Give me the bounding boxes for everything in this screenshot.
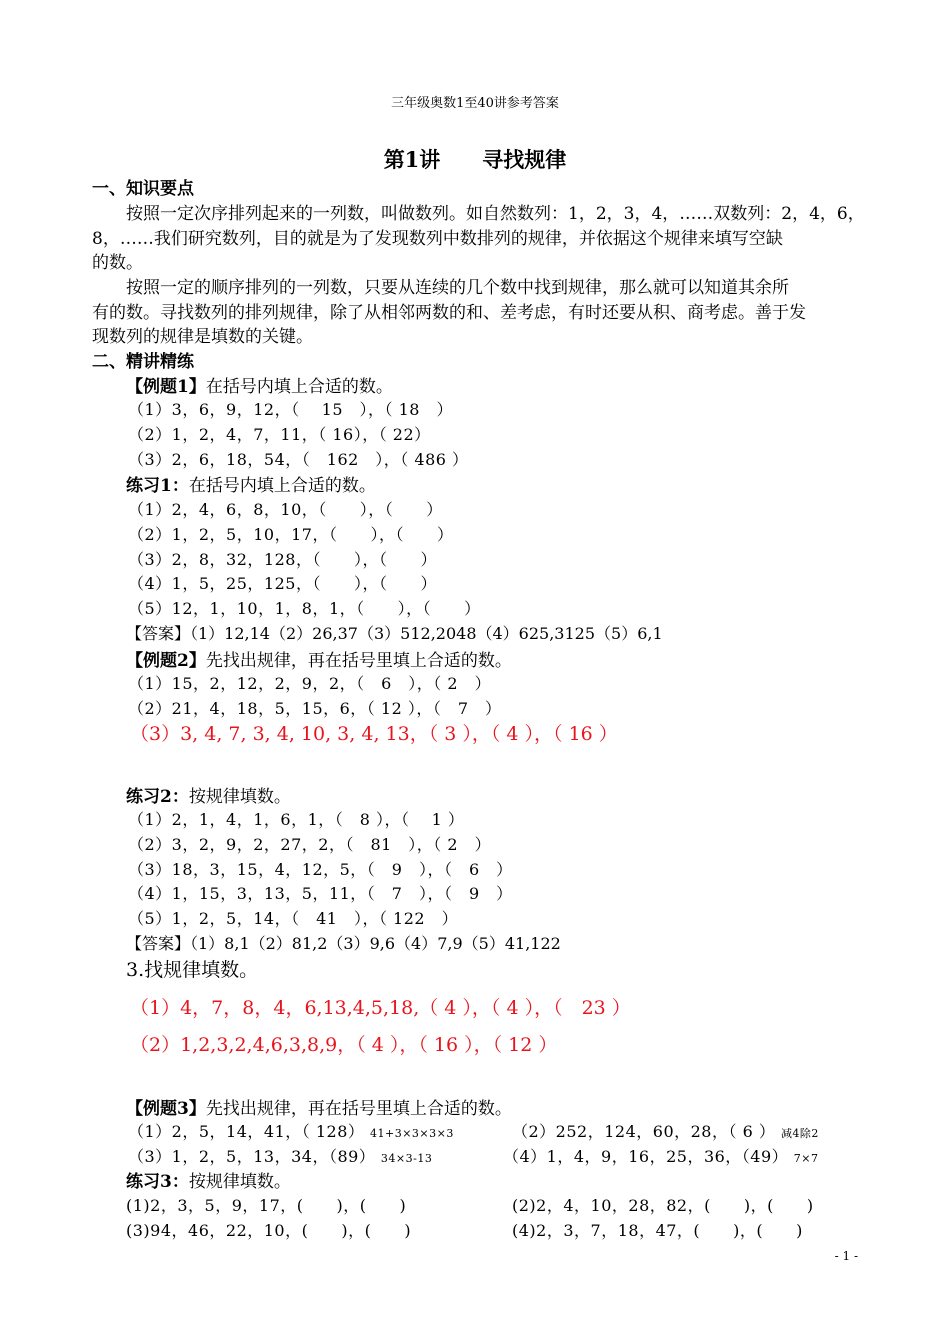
example-1-item-3: （3）2，6，18，54，（ 162 ），（ 486 ） [128, 450, 469, 469]
example-2-text: 先找出规律，再在括号里填上合适的数。 [205, 651, 512, 671]
practice-1-answer: 【答案】（1）12,14（2）26,37（3）512,2048（4）625,3125（5）6,1 [126, 624, 663, 643]
section-heading-practice: 二、精讲精练 [92, 352, 194, 372]
example-3-note-2: 减4除2 [780, 1127, 819, 1140]
example-3-item-1-text: （1）2，5，14，41，（ 128） [128, 1122, 365, 1141]
example-3-note-4: 7×7 [793, 1152, 819, 1165]
example-2-prompt [126, 646, 512, 671]
practice-1-item-4: （4）1，5，25，125，（ ），（ ） [128, 574, 437, 593]
example-3-item-1 [128, 1119, 454, 1142]
example-3-item-3 [128, 1144, 432, 1167]
example-2-label: 【例题2】 [126, 651, 206, 671]
paragraph-1-line-2: 8，……我们研究数列，目的就是为了发现数列中数排列的规律，并依据这个规律来填写空缺 [92, 229, 783, 249]
practice-2-item-3: （3）18，3，15，4，12，5，（ 9 ），（ 6 ） [128, 860, 513, 879]
practice-2-item-1: （1）2，1，4，1，6，1，（ 8 ），（ 1 ） [128, 810, 465, 829]
practice-1-item-1: （1）2，4，6，8，10，（ ），（ ） [128, 500, 443, 519]
practice-1-item-5: （5）12，1，10，1，8，1，（ ），（ ） [128, 599, 481, 618]
question-3-item-2: （2）1,2,3,2,4,6,3,8,9，（ 4 ），（ 16 ），（ 12 ） [130, 1034, 558, 1056]
practice-3-text: 按规律填数。 [188, 1172, 291, 1192]
practice-3-item-3: (3)94，46，22，10，( )，( ) [126, 1221, 412, 1240]
paragraph-2-line-1: 按照一定的顺序排列的一列数，只要从连续的几个数中找到规律，那么就可以知道其余所 [126, 278, 789, 298]
paragraph-1-line-1: 按照一定次序排列起来的一列数，叫做数列。如自然数列：1，2，3，4，……双数列：2，4，6， [126, 204, 865, 224]
example-3-item-4-text: （4）1，4，9，16，25，36，（49） [503, 1147, 789, 1166]
example-1-item-1: （1）3，6，9，12，（ 15 ），（ 18 ） [128, 400, 453, 419]
example-3-label: 【例题3】 [126, 1099, 206, 1119]
example-3-item-4 [503, 1144, 818, 1167]
practice-2-item-4: （4）1，15，3，13，5，11，（ 7 ），（ 9 ） [128, 884, 513, 903]
practice-2-item-5: （5）1，2，5，14，（ 41 ），（ 122 ） [128, 909, 459, 928]
paragraph-2-line-3: 现数列的规律是填数的关键。 [92, 327, 313, 347]
practice-3-prompt [126, 1167, 291, 1192]
example-3-item-3-text: （3）1，2，5，13，34，（89） [128, 1147, 376, 1166]
example-1-item-2: （2）1，2，4，7，11，（ 16），（ 22） [128, 425, 431, 444]
practice-1-prompt [126, 471, 376, 496]
example-2-item-1: （1）15，2，12，2，9，2，（ 6 ），（ 2 ） [128, 674, 492, 693]
paragraph-1-line-3: 的数。 [92, 253, 143, 273]
example-2-item-2: （2）21，4，18，5，15，6，（ 12 ），（ 7 ） [128, 699, 502, 718]
example-1-text: 在括号内填上合适的数。 [205, 377, 393, 397]
example-2-item-3: （3）3, 4, 7, 3, 4, 10, 3, 4, 13，（ 3 ），（ 4 ），（ 16 ） [130, 723, 618, 745]
practice-3-item-1: (1)2，3，5，9，17，( )，( ) [126, 1196, 407, 1215]
practice-2-text: 按规律填数。 [188, 787, 291, 807]
example-3-note-3: 34×3-13 [380, 1152, 433, 1165]
page-header: 三年级奥数1至40讲参考答案 [391, 96, 559, 111]
practice-1-item-3: （3）2，8，32，128，（ ），（ ） [128, 550, 437, 569]
page-title: 第1讲 寻找规律 [383, 147, 567, 172]
practice-2-label: 练习2： [126, 787, 189, 807]
example-1-prompt [126, 372, 393, 397]
practice-1-text: 在括号内填上合适的数。 [188, 476, 376, 496]
example-3-text: 先找出规律，再在括号里填上合适的数。 [205, 1099, 512, 1119]
example-1-label: 【例题1】 [126, 377, 206, 397]
example-3-item-2-text: （2）252，124，60，28，（ 6 ） [512, 1122, 776, 1141]
example-3-item-2 [512, 1119, 819, 1142]
practice-1-label: 练习1： [126, 476, 189, 496]
practice-3-label: 练习3： [126, 1172, 189, 1192]
question-3-item-1: （1）4，7，8，4，6,13,4,5,18,（ 4 ），（ 4 ），（ 23 ） [130, 997, 631, 1019]
practice-2-answer: 【答案】（1）8,1（2）81,2（3）9,6（4）7,9（5）41,122 [126, 934, 561, 953]
practice-2-item-2: （2）3，2，9，2，27，2，（ 81 ），（ 2 ） [128, 835, 492, 854]
practice-1-item-2: （2）1，2，5，10，17，（ ），（ ） [128, 525, 454, 544]
practice-3-item-4: (4)2，3，7，18，47，( )，( ) [512, 1221, 803, 1240]
example-3-prompt [126, 1094, 512, 1119]
practice-2-prompt [126, 782, 291, 807]
practice-3-item-2: (2)2，4，10，28，82，( )，( ) [512, 1196, 814, 1215]
paragraph-2-line-2: 有的数。寻找数列的排列规律，除了从相邻两数的和、差考虑，有时还要从积、商考虑。善于发 [92, 303, 806, 323]
section-heading-knowledge: 一、知识要点 [92, 179, 194, 199]
page-number: - 1 - [834, 1249, 858, 1263]
question-3-heading: 3.找规律填数。 [126, 959, 259, 981]
example-3-note-1: 41+3×3×3×3 [369, 1127, 454, 1140]
